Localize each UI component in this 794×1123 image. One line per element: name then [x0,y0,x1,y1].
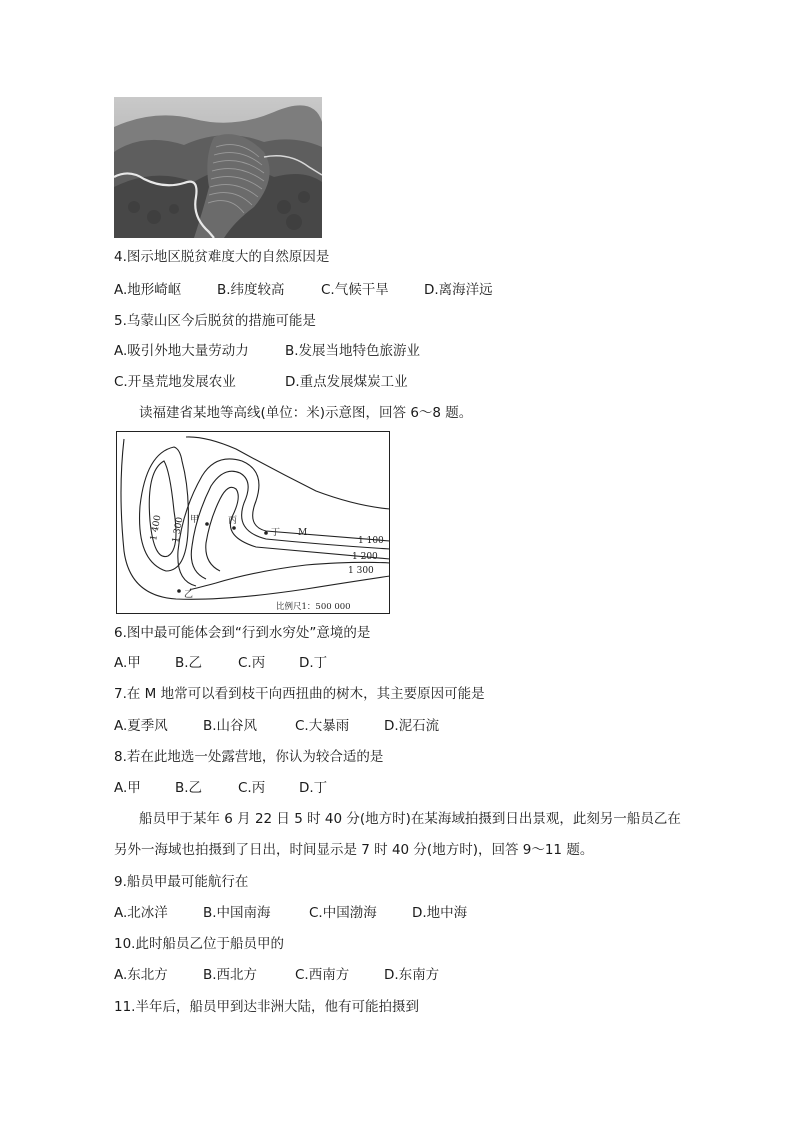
intro-6-8: 读福建省某地等高线(单位：米)示意图，回答 6～8 题。 [139,405,473,421]
question-7-option-c[interactable]: C.大暴雨 [295,718,350,734]
question-8-options [114,779,327,797]
map-label-bing: 丙 [228,516,238,526]
contour-label-1200: 1 200 [352,552,378,562]
mountain-terrace-photo [114,97,322,238]
question-6-option-b[interactable]: B.乙 [175,655,203,671]
question-7-option-b[interactable]: B.山谷风 [203,718,258,734]
contour-label-1400: 1 400 [149,514,164,542]
question-10-options [114,966,439,984]
question-10-option-a[interactable]: A.东北方 [114,967,168,983]
question-5 [114,312,316,330]
question-4-option-a[interactable]: A.地形崎岖 [114,282,182,298]
contour-label-1300-right: 1 300 [348,566,374,576]
map-label-jia: 甲 [190,515,200,525]
question-9-options [114,904,467,922]
question-9 [114,873,248,891]
question-8-option-d[interactable]: D.丁 [299,780,328,796]
question-6-option-d[interactable]: D.丁 [299,655,328,671]
intro-9-11-line2: 另外一海域也拍摄到了日出，时间显示是 7 时 40 分(地方时)，回答 9～11 题。 [114,842,594,858]
question-7-options [114,717,439,735]
question-10-stem: 10.此时船员乙位于船员甲的 [114,936,284,952]
map-label-m: M [298,528,308,538]
question-11-stem: 11.半年后，船员甲到达非洲大陆，他有可能拍摄到 [114,999,419,1015]
question-6-stem: 6.图中最可能体会到“行到水穷处”意境的是 [114,625,371,641]
question-4 [114,248,329,266]
map-scale: 比例尺1：500 000 [276,602,351,612]
question-5-option-d[interactable]: D.重点发展煤炭工业 [285,374,408,390]
question-4-stem: 4.图示地区脱贫难度大的自然原因是 [114,249,330,265]
question-9-option-c[interactable]: C.中国渤海 [309,905,377,921]
contour-label-1300-left: 1 300 [171,516,186,544]
question-9-option-b[interactable]: B.中国南海 [203,905,271,921]
question-4-option-b[interactable]: B.纬度较高 [217,282,285,298]
question-11 [114,998,419,1016]
question-10-option-c[interactable]: C.西南方 [295,967,350,983]
question-5-option-b[interactable]: B.发展当地特色旅游业 [285,343,421,359]
question-8-option-a[interactable]: A.甲 [114,780,141,796]
question-5-option-a[interactable]: A.吸引外地大量劳动力 [114,343,249,359]
question-6 [114,624,370,642]
question-6-options [114,654,327,672]
question-8-stem: 8.若在此地选一处露营地，你认为较合适的是 [114,749,384,765]
question-9-stem: 9.船员甲最可能航行在 [114,874,249,890]
question-7-option-d[interactable]: D.泥石流 [384,718,440,734]
question-5-stem: 5.乌蒙山区今后脱贫的措施可能是 [114,313,316,329]
question-10-option-d[interactable]: D.东南方 [384,967,440,983]
map-label-ding: 丁 [271,528,281,538]
question-7-stem: 7.在 M 地常可以看到枝干向西扭曲的树木，其主要原因可能是 [114,686,485,702]
question-8 [114,748,383,766]
question-9-option-d[interactable]: D.地中海 [412,905,468,921]
question-5-options-row2 [114,373,408,391]
map-label-yi: 乙 [184,590,194,600]
question-9-option-a[interactable]: A.北冰洋 [114,905,168,921]
intro-9-11-line1: 船员甲于某年 6 月 22 日 5 时 40 分(地方时)在某海域拍摄到日出景观，此刻另一船员乙在 [139,811,681,827]
question-7 [114,685,485,703]
contour-map [116,431,390,614]
question-5-options-row1 [114,342,420,360]
question-10-option-b[interactable]: B.西北方 [203,967,258,983]
question-6-option-a[interactable]: A.甲 [114,655,141,671]
question-5-option-c[interactable]: C.开垦荒地发展农业 [114,374,236,390]
question-7-option-a[interactable]: A.夏季风 [114,718,168,734]
question-8-option-c[interactable]: C.丙 [238,780,266,796]
question-4-options [114,281,493,299]
question-4-option-d[interactable]: D.离海洋远 [424,282,493,298]
question-8-option-b[interactable]: B.乙 [175,780,203,796]
contour-label-1100: 1 100 [358,536,384,546]
question-10 [114,935,284,953]
question-6-option-c[interactable]: C.丙 [238,655,266,671]
question-4-option-c[interactable]: C.气候干旱 [321,282,389,298]
